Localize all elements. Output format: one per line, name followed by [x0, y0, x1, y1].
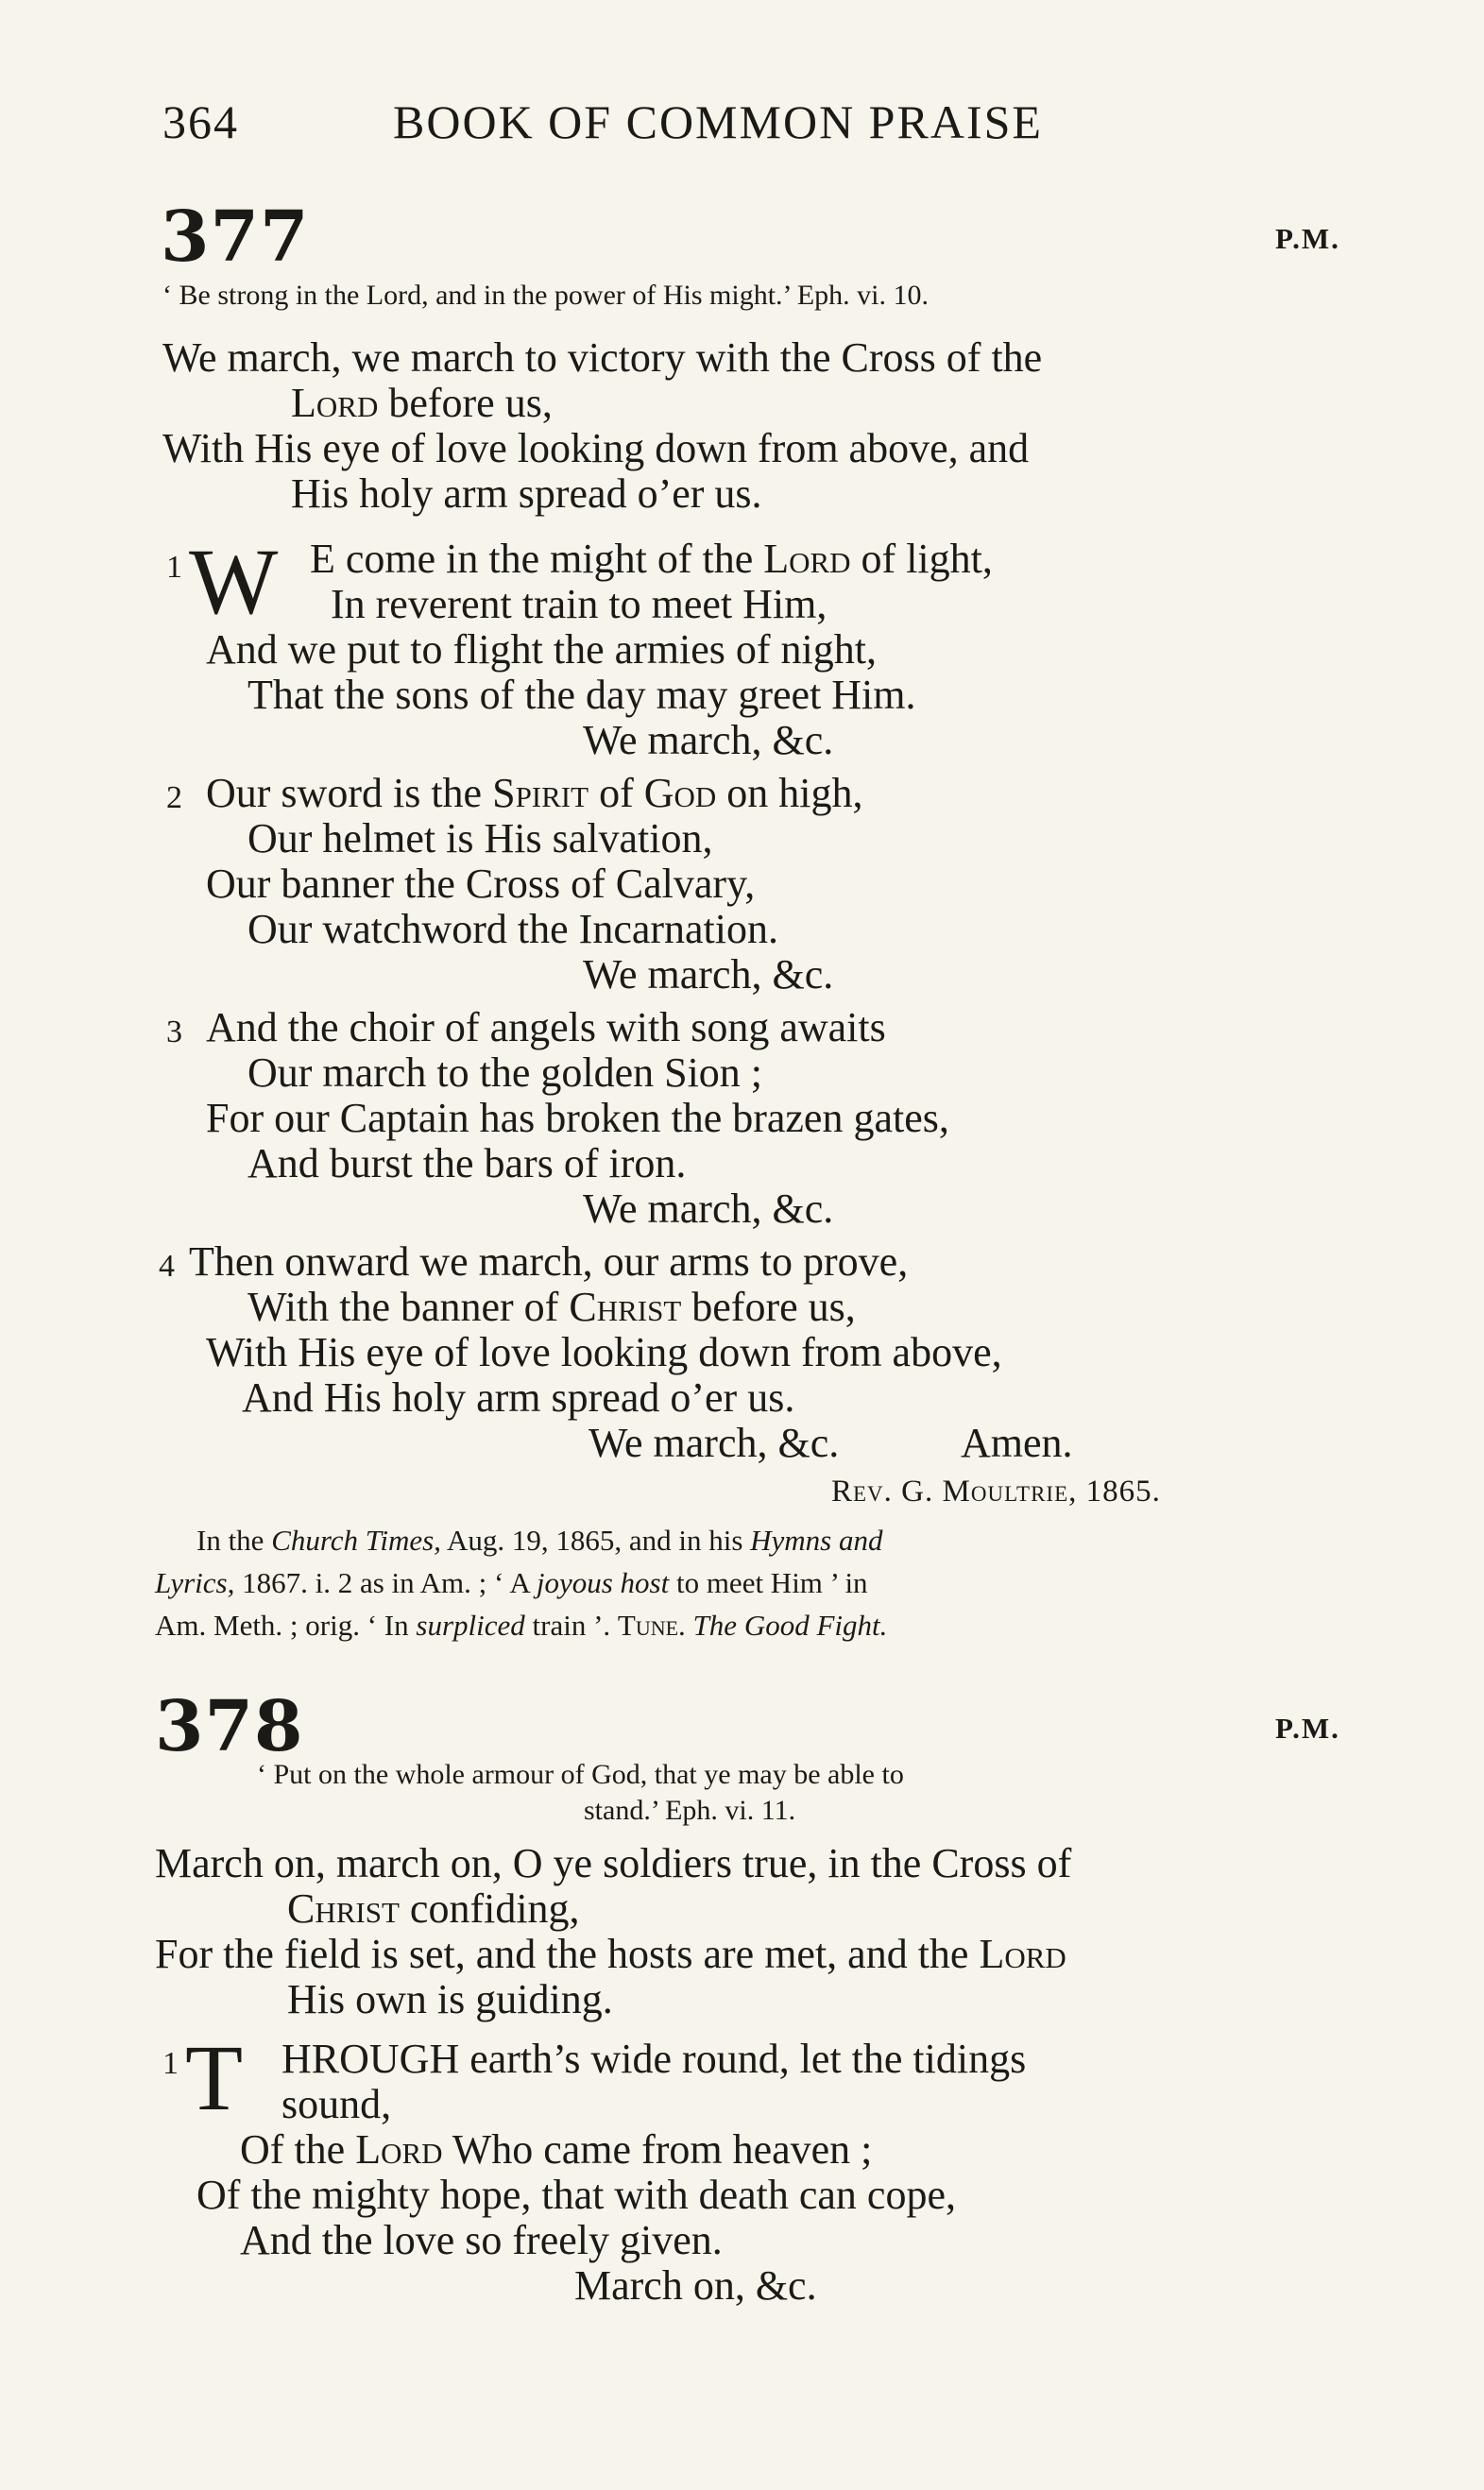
text-fragment: Aug. 19, 1865, and in his: [440, 1524, 751, 1557]
verse-1-line-3: And we put to flight the armies of night,: [206, 626, 877, 673]
divine-name-spirit: Spirit: [492, 770, 589, 816]
tune-name: The Good Fight.: [685, 1609, 888, 1642]
verse-4-line-3: With His eye of love looking down from above,: [206, 1329, 1002, 1375]
author-title: Rev.: [831, 1475, 893, 1509]
text-fragment: of: [588, 770, 644, 816]
divine-name-lord: Lord: [979, 1931, 1066, 1977]
text-fragment: on high,: [716, 770, 863, 816]
drop-cap: W: [189, 529, 279, 634]
verse-number: 4: [159, 1249, 175, 1284]
hymn-number-377: 377: [161, 196, 310, 278]
hymn-378-meter: P.M.: [1275, 1712, 1340, 1745]
verse-3-line-3: For our Captain has broken the brazen gates,: [206, 1095, 949, 1141]
text-fragment: G.: [892, 1475, 943, 1509]
divine-name-god: God: [643, 770, 717, 816]
text-fragment: Our sword is the: [206, 770, 493, 816]
divine-name-lord: Lord: [763, 536, 851, 582]
verse-3-line-1: And the choir of angels with song awaits: [206, 1004, 886, 1050]
hymn-378-epigraph-line-2: stand.’ Eph. vi. 11.: [584, 1795, 796, 1826]
hymn-378-refrain-line-1: March on, march on, O ye soldiers true, in the Cross of: [155, 1840, 1072, 1886]
verse-3-line-2: Our march to the golden Sion ;: [247, 1049, 763, 1096]
verse-2-refrain: We march, &c.: [583, 951, 834, 998]
verse-1-line-2: In reverent train to meet Him,: [331, 581, 827, 627]
divine-name-lord: Lord: [291, 380, 379, 426]
text-fragment: E come in the might of the: [310, 536, 764, 582]
text-fragment: , 1865.: [1068, 1475, 1161, 1509]
text-fragment: For the field is set, and the hosts are met, and the: [155, 1931, 980, 1977]
hymn-377-meter: P.M.: [1275, 222, 1340, 255]
hymn-377-refrain-line-2: [291, 379, 553, 427]
divine-name-christ: Christ: [569, 1284, 682, 1330]
hymn-378-verse-1-line-5: And the love so freely given.: [240, 2217, 723, 2263]
hymn-378-refrain-line-3: [155, 1930, 1066, 1978]
verse-3-refrain: We march, &c.: [583, 1185, 834, 1232]
hymn-378-epigraph-line-1: ‘ Put on the whole armour of God, that ye may be able to: [257, 1759, 904, 1790]
drop-cap: T: [185, 2025, 244, 2130]
text-fragment: 1867. i. 2 as in Am. ; ‘ A: [234, 1566, 537, 1599]
divine-name-lord: Lord: [355, 2126, 443, 2173]
verse-4-line-1: Then onward we march, our arms to prove,: [189, 1238, 909, 1285]
text-variant: surpliced: [416, 1609, 525, 1642]
text-fragment: Of the: [240, 2126, 356, 2173]
hymn-377-refrain-line-1: We march, we march to victory with the Cross of the: [162, 334, 1043, 381]
hymn-378-refrain-line-4: His own is guiding.: [287, 1976, 613, 2022]
hymn-378-verse-1-line-3: [240, 2125, 872, 2174]
verse-4-refrain: We march, &c.: [588, 1420, 840, 1466]
verse-1-line-4: That the sons of the day may greet Him.: [247, 672, 916, 718]
hymn-378-verse-1-line-1: HROUGH earth’s wide round, let the tidings: [281, 2036, 1027, 2082]
text-fragment: train ’.: [524, 1609, 618, 1642]
verse-2-line-2: Our helmet is His salvation,: [247, 815, 713, 861]
verse-2-line-4: Our watchword the Incarnation.: [247, 906, 779, 952]
hymn-377-epigraph: ‘ Be strong in the Lord, and in the power of His might.’ Eph. vi. 10.: [162, 280, 929, 311]
text-fragment: Who came from heaven ;: [442, 2126, 873, 2173]
text-variant: joyous host: [536, 1566, 670, 1599]
verse-2-line-1: [206, 769, 863, 817]
book-title: BOOK OF COMMON PRAISE: [393, 95, 1043, 148]
publication-title: Hymns and: [750, 1524, 883, 1557]
divine-name-christ: Christ: [287, 1885, 400, 1932]
hymn-377-note-line-3: [155, 1609, 887, 1643]
verse-4-line-4: And His holy arm spread o’er us.: [242, 1374, 795, 1421]
verse-3-line-4: And burst the bars of iron.: [247, 1140, 687, 1186]
hymn-378-verse-1-line-4: Of the mighty hope, that with death can cope,: [196, 2172, 956, 2218]
verse-1-refrain: We march, &c.: [583, 717, 834, 763]
hymn-377-note-line-2: [155, 1566, 868, 1600]
text-fragment: before us,: [378, 380, 553, 426]
publication-title: Lyrics,: [155, 1566, 235, 1599]
verse-number: 1: [166, 550, 182, 585]
verse-number: 2: [166, 780, 182, 815]
tune-label: Tune.: [617, 1609, 686, 1642]
hymn-377-refrain-line-3: With His eye of love looking down from above, and: [162, 425, 1030, 471]
hymn-378-verse-1-refrain: March on, &c.: [574, 2262, 817, 2309]
publication-title: Church Times,: [271, 1524, 441, 1557]
text-fragment: In the: [196, 1524, 272, 1557]
hymn-378-refrain-line-2: [287, 1885, 580, 1933]
verse-4-line-2: [247, 1283, 856, 1331]
author-name: Moultrie: [942, 1475, 1069, 1509]
verse-number: 3: [166, 1015, 182, 1049]
text-fragment: Am. Meth. ; orig. ‘ In: [155, 1609, 417, 1642]
amen: Amen.: [961, 1420, 1073, 1466]
hymn-377-author: [831, 1475, 1161, 1509]
page-number: 364: [162, 95, 239, 148]
hymn-377-note-line-1: [196, 1524, 883, 1558]
verse-1-line-1: [310, 535, 993, 583]
text-fragment: to meet Him ’ in: [669, 1566, 868, 1599]
hymn-377-refrain-line-4: His holy arm spread o’er us.: [291, 470, 762, 517]
text-fragment: before us,: [681, 1284, 856, 1330]
verse-2-line-3: Our banner the Cross of Calvary,: [206, 861, 756, 907]
text-fragment: confiding,: [399, 1885, 580, 1932]
text-fragment: With the banner of: [247, 1284, 570, 1330]
hymn-number-378: 378: [155, 1686, 304, 1767]
text-fragment: of light,: [850, 536, 993, 582]
hymn-378-verse-1-line-2: sound,: [281, 2081, 392, 2127]
verse-number: 1: [162, 2046, 179, 2081]
